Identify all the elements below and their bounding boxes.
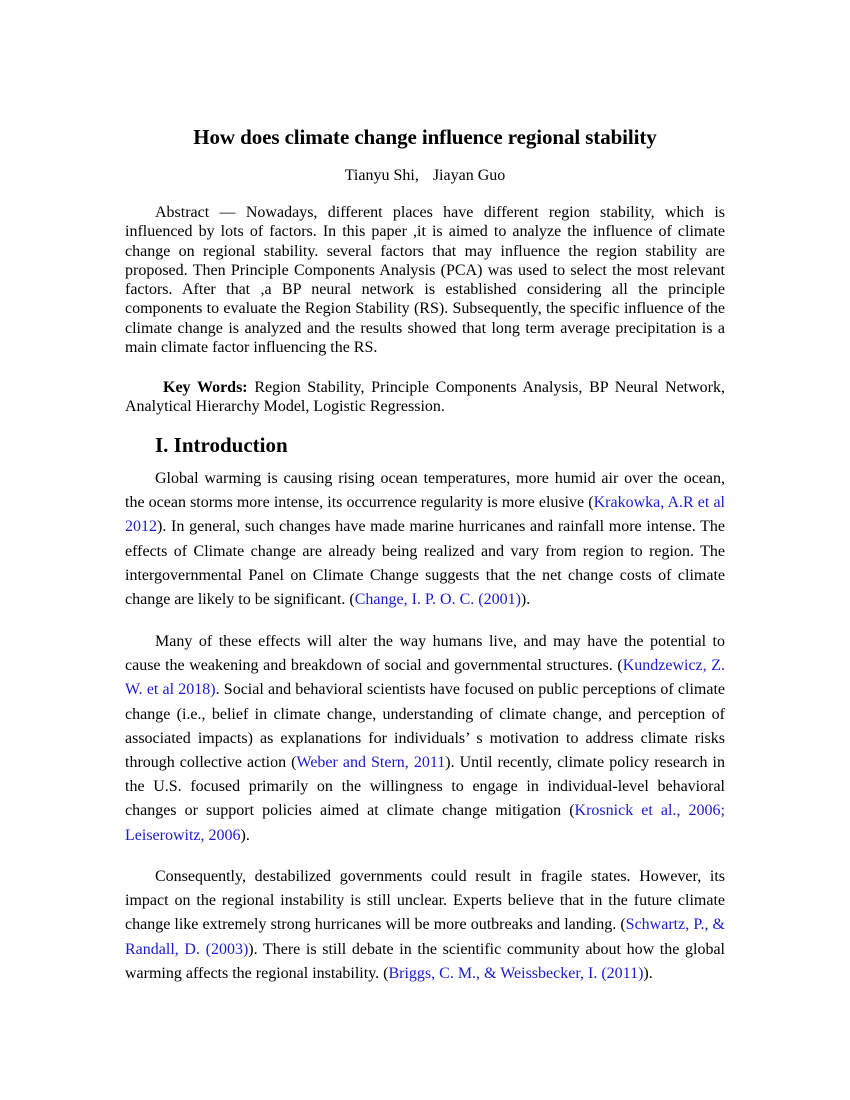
paragraph-text: ). [643,964,653,982]
paragraph-text: ). [240,826,250,844]
paragraph-text: Consequently, destabilized governments could result in fragile states. However, its impact on the regional instability is still unclear. Experts believe that in the future climate change like extremely strong hurricanes will be more outbreaks and landing. ( [125,868,725,934]
intro-paragraph-2 [125,630,725,848]
citation-link[interactable]: Change, I. P. O. C. (2001) [354,591,521,609]
paragraph-text: ). Until recently, climate policy research in the U.S. focused primarily on the willingness to engage in individual-level behavioral changes or support policies aimed at climate change mitigation ( [125,754,725,820]
citation-link[interactable]: Krosnick et al., 2006; Leiserowitz, 2006 [125,802,725,844]
paragraph-text: Global warming is causing rising ocean temperatures, more humid air over the ocean, the ocean storms more intense, its occurrence regularity is more elusive ( [125,470,725,512]
intro-paragraph-1 [125,467,725,612]
citation-link[interactable]: Briggs, C. M., & Weissbecker, I. (2011) [388,964,644,982]
author-name: Jiayan Guo [432,167,506,184]
paragraph-text: ). There is still debate in the scientific community about how the global warming affects the regional instability. ( [125,940,725,982]
author-name: Tianyu Shi, [344,167,419,184]
citation-link[interactable]: Weber and Stern, 2011 [296,754,446,772]
abstract-label: Abstract — [155,204,236,221]
paragraph-text: . Social and behavioral scientists have focused on public perceptions of climate change (i.e., belief in climate change, understanding of climate change, and perception of associated impacts) as explanations for individuals’ s motivation to address climate risks through collective action ( [125,681,725,772]
intro-paragraph-3 [125,865,725,986]
citation-link[interactable]: Kundzewicz, Z. W. et al 2018) [125,657,726,699]
keywords-label: Key Words: [163,379,248,396]
author-list [125,166,725,186]
section-heading-introduction: I. Introduction [155,433,288,457]
abstract-text: Nowadays, different places have different region stability, which is influenced by lots of factors. In this paper ,it is aimed to analyze the influence of climate change on regional stability. several factors that may influence the region stability are proposed. Then Principle Components Analysis (PCA) was used to select the most relevant factors. After that ,a BP neural network is established considering all the principle components to evaluate the Region Stability (RS). Subsequently, the specific influence of the climate change is analyzed and the results showed that long term average precipitation is a main climate factor influencing the RS. [125,204,726,357]
citation-link[interactable]: Schwartz, P., & Randall, D. (2003) [125,916,726,958]
keywords-text: Region Stability, Principle Components Analysis, BP Neural Network, Analytical Hierarchy Model, Logistic Regression. [125,379,725,416]
paragraph-text: ). [520,591,531,609]
citation-link[interactable]: Krakowka, A.R et al 2012 [125,494,725,536]
paragraph-text: ). In general, such changes have made marine hurricanes and rainfall more intense. The effects of Climate change are already being realized and vary from region to region. The intergovernmental Panel on Climate Change suggests that the net change costs of climate change are likely to be significant. ( [125,518,725,609]
paragraph-text: Many of these effects will alter the way humans live, and may have the potential to cause the weakening and breakdown of social and governmental structures. ( [125,633,725,675]
abstract [125,203,725,357]
paper-title: How does climate change influence regional stability [193,125,657,149]
keywords [125,378,725,417]
